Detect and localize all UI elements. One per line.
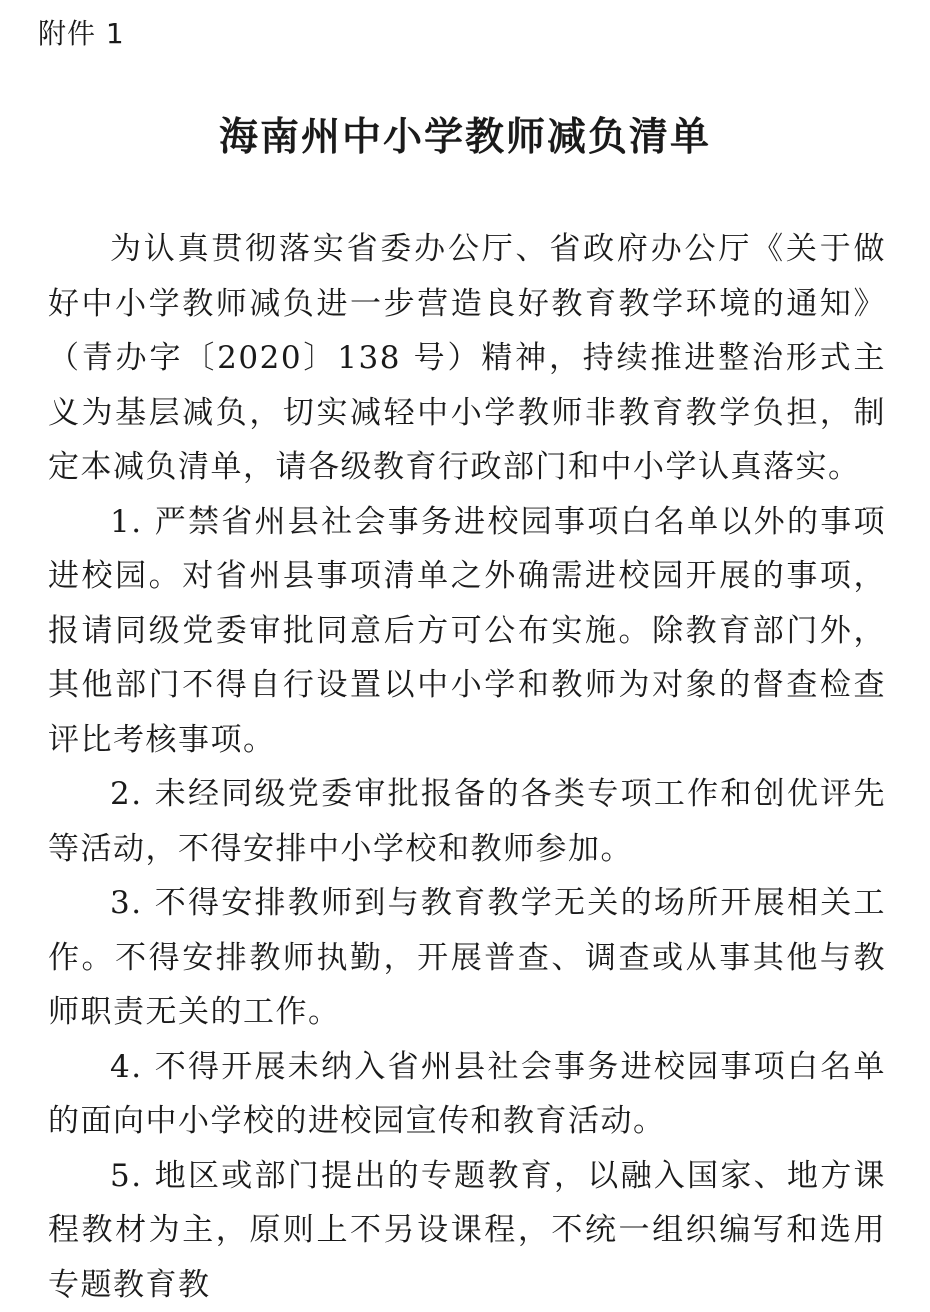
list-item-2: 2. 未经同级党委审批报备的各类专项工作和创优评先等活动，不得安排中小学校和教师参加。 xyxy=(48,767,886,876)
list-item-5: 5. 地区或部门提出的专题教育，以融入国家、地方课程教材为主，原则上不另设课程，不统一组织编写和选用专题教育教 xyxy=(48,1149,886,1312)
list-item-1: 1. 严禁省州县社会事务进校园事项白名单以外的事项进校园。对省州县事项清单之外确需进校园开展的事项，报请同级党委审批同意后方可公布实施。除教育部门外，其他部门不得自行设置以中小学和教师为对象的督查检查评比考核事项。 xyxy=(48,495,886,768)
list-item-3: 3. 不得安排教师到与教育教学无关的场所开展相关工作。不得安排教师执勤，开展普查、调查或从事其他与教师职责无关的工作。 xyxy=(48,876,886,1040)
intro-paragraph: 为认真贯彻落实省委办公厅、省政府办公厅《关于做好中小学教师减负进一步营造良好教育教学环境的通知》（青办字〔2020〕138 号）精神，持续推进整治形式主义为基层减负，切实减轻中小学教师非教育教学负担，制定本减负清单，请各级教育行政部门和中小学认真落实。 xyxy=(48,222,886,495)
attachment-label: 附件 1 xyxy=(38,14,125,54)
page-title: 海南州中小学教师减负清单 xyxy=(0,112,930,164)
list-item-4: 4. 不得开展未纳入省州县社会事务进校园事项白名单的面向中小学校的进校园宣传和教育活动。 xyxy=(48,1040,886,1149)
document-body xyxy=(48,222,886,1312)
